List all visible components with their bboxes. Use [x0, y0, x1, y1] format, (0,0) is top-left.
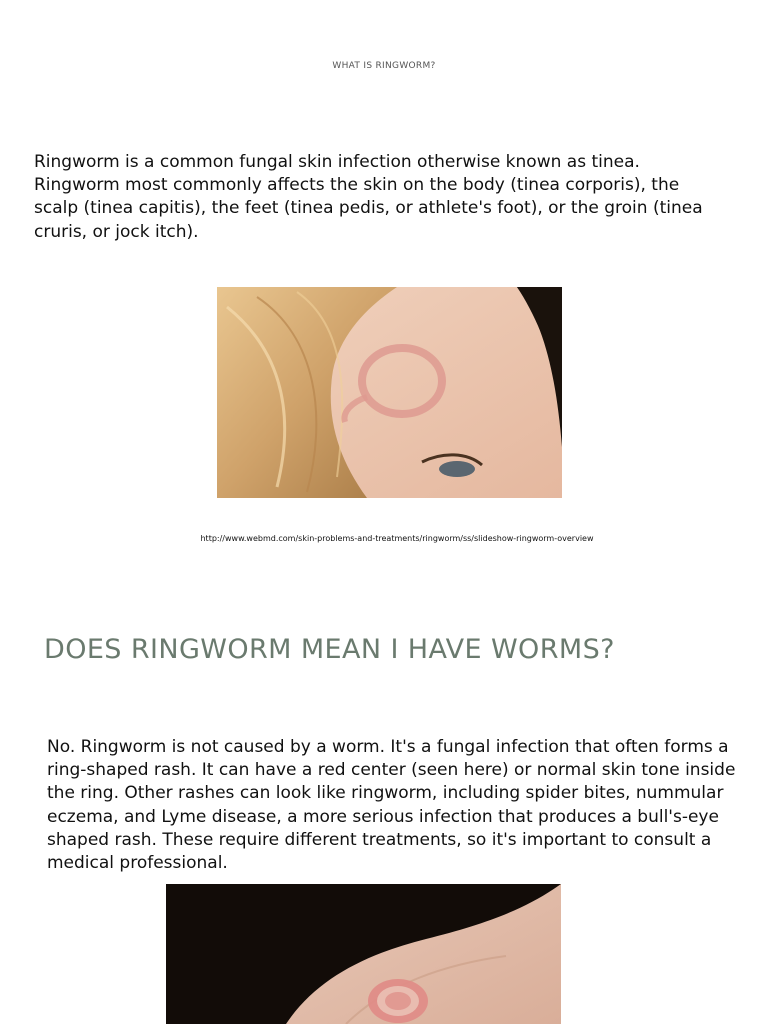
section-heading: DOES RINGWORM MEAN I HAVE WORMS?	[44, 634, 615, 665]
source-link[interactable]: http://www.webmd.com/skin-problems-and-treatments/ringworm/ss/slideshow-ringworm-overview	[200, 534, 594, 543]
shoulder-ringworm-image	[166, 884, 561, 1024]
answer-paragraph: No. Ringworm is not caused by a worm. It's a fungal infection that often forms a ring-shaped rash. It can have a red center (seen here) or normal skin tone inside the ring. Other rashes can look like ringworm, including spider bites, nummular eczema, and Lyme disease, a more serious infection that produces a bull's-eye shaped rash. These require different treatments, so it's important to consult a medical professional.	[47, 737, 736, 874]
scalp-ringworm-image	[217, 287, 562, 498]
intro-paragraph: Ringworm is a common fungal skin infection otherwise known as tinea. Ringworm most commonly affects the skin on the body (tinea corporis), the scalp (tinea capitis), the feet (tinea pedis, or athlete's foot), or the groin (tinea cruris, or jock itch).	[34, 152, 703, 242]
slide-title: WHAT IS RINGWORM?	[332, 61, 436, 71]
shoulder-ringworm-photo	[166, 884, 561, 1024]
scalp-ringworm-photo	[217, 287, 562, 498]
